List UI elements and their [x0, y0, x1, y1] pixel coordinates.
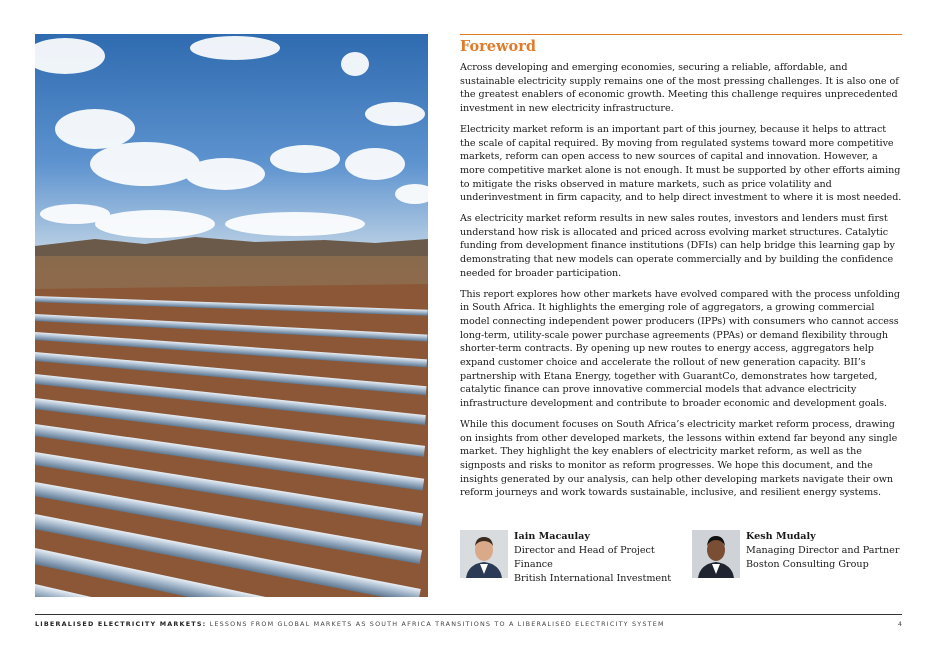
avatar — [460, 530, 508, 578]
footer-subtitle: LESSONS FROM GLOBAL MARKETS AS SOUTH AFRICA TRANSITIONS TO A LIBERALISED ELECTRICITY SYSTEM — [206, 620, 665, 628]
signatories — [460, 530, 902, 590]
footer-rule — [35, 614, 902, 615]
solar-field-photo — [35, 34, 428, 597]
signatory-name: Kesh Mudaly — [746, 531, 816, 542]
signatory-mudaly — [692, 530, 899, 578]
paragraph-4: This report explores how other markets have evolved compared with the process unfolding in South Africa. It highlights the emerging role of aggregators, a growing commercial model connecting independent power producers (IPPs) with consumers who cannot access long-term, utility-scale power purchase agreements (PPAs) or demand flexibility through shorter-term contracts. By opening up new routes to energy access, aggregators help expand customer choice and accelerate the rollout of new generation capacity. BII’s partnership with Etana Energy, together with GuarantCo, demonstrates how targeted, catalytic finance can prove innovative commercial models that advance electricity infrastructure development and contribute to broader economic and development goals. — [460, 288, 901, 410]
signatory-title: Director and Head of Project — [514, 545, 655, 556]
page-title: Foreword — [460, 38, 536, 55]
footer — [35, 620, 902, 628]
paragraph-1: Across developing and emerging economies, securing a reliable, affordable, and sustainable electricity supply remains one of the most pressing challenges. It is also one of the greatest enablers of economic growth. Meeting this challenge requires unprecedented investment in new electricity infrastructure. — [460, 62, 899, 115]
heading-rule — [460, 34, 902, 35]
signatory-title: Finance — [514, 559, 553, 570]
signatory-org: British International Investment — [514, 573, 672, 584]
foreword-section — [460, 34, 902, 507]
paragraph-5: While this document focuses on South Africa’s electricity market reform process, drawing on insights from other developed markets, the lessons within extend far beyond any single market. They highlight the key enablers of electricity market reform, as well as the signposts and risks to monitor as reform progresses. We hope this document, and the insights generated by our analysis, can help other developing markets navigate their own reform journeys and work towards sustainable, inclusive, and resilient energy systems. — [460, 418, 898, 499]
footer-report-title: LIBERALISED ELECTRICITY MARKETS: — [35, 620, 207, 628]
signatory-macaulay — [460, 530, 671, 586]
signatory-org: Boston Consulting Group — [746, 559, 869, 570]
paragraph-2: Electricity market reform is an important part of this journey, because it helps to attract the scale of capital required. By moving from regulated systems toward more competitive markets, reform can open access to new sources of capital and innovation. However, a more competitive market alone is not enough. It must be supported by other efforts aiming to mitigate the risks observed in mature markets, such as price volatility and underinvestment in firm capacity, and to help direct investment to where it is most needed. — [460, 123, 902, 204]
page-number: 4 — [897, 620, 902, 628]
signatory-name: Iain Macaulay — [514, 531, 590, 542]
signatory-title: Managing Director and Partner — [746, 545, 900, 556]
paragraph-3: As electricity market reform results in new sales routes, investors and lenders must first understand how risk is allocated and priced across evolving market structures. Catalytic funding from development finance institutions (DFIs) can help bridge this learning gap by demonstrating that new models can operate commercially and by building the confidence needed for broader participation. — [460, 213, 895, 279]
avatar — [692, 530, 740, 578]
